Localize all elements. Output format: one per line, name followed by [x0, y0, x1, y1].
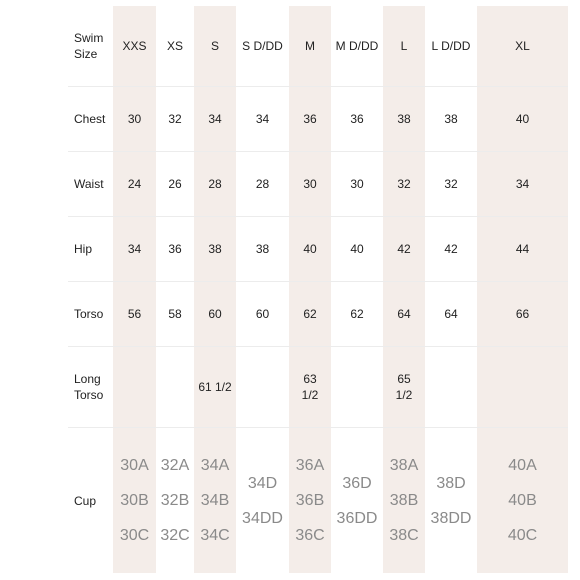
- measurement-cell: 38: [194, 217, 236, 282]
- cup-cell: [331, 428, 383, 574]
- cell-line: 65: [397, 372, 411, 386]
- long-torso-cell: [331, 347, 383, 428]
- cell-line: Swim: [74, 31, 104, 45]
- cup-size-value: 36C: [295, 527, 325, 544]
- size-header-cell: S D/DD: [236, 6, 289, 87]
- cup-cell: [113, 428, 156, 574]
- size-header-cell: L: [383, 6, 425, 87]
- cup-row: [68, 428, 568, 574]
- cup-size-value: 38A: [389, 457, 419, 474]
- long-torso-cell: [156, 347, 194, 428]
- size-chart-table: [68, 6, 568, 573]
- cup-cell: [156, 428, 194, 574]
- row-label: Torso: [68, 282, 113, 347]
- measurement-cell: 36: [156, 217, 194, 282]
- size-header-cell: M: [289, 6, 331, 87]
- measurement-cell: 58: [156, 282, 194, 347]
- measurement-cell: 42: [425, 217, 477, 282]
- cup-size-value: 34DD: [242, 509, 283, 527]
- cell-line: Torso: [74, 388, 104, 402]
- cup-size-value: 36D: [342, 474, 372, 492]
- measurement-cell: 60: [194, 282, 236, 347]
- cup-size-value: 36B: [295, 492, 325, 509]
- cup-size-value: 30A: [120, 457, 149, 474]
- cup-size-value: 34C: [200, 527, 230, 544]
- cell-line: 61 1/2: [198, 380, 232, 394]
- measurement-row: [68, 282, 568, 347]
- cup-cell: [425, 428, 477, 574]
- long-torso-cell: [425, 347, 477, 428]
- measurement-cell: 44: [477, 217, 568, 282]
- long-torso-cell: [236, 347, 289, 428]
- measurement-cell: 60: [236, 282, 289, 347]
- cup-size-value: 40A: [508, 457, 537, 474]
- row-label: Chest: [68, 87, 113, 152]
- measurement-cell: 26: [156, 152, 194, 217]
- measurement-cell: 40: [477, 87, 568, 152]
- measurement-cell: 42: [383, 217, 425, 282]
- measurement-cell: 28: [194, 152, 236, 217]
- measurement-cell: 38: [425, 87, 477, 152]
- size-header-cell: M D/DD: [331, 6, 383, 87]
- long-torso-cell: [194, 347, 236, 428]
- long-torso-cell: [383, 347, 425, 428]
- measurement-cell: 38: [383, 87, 425, 152]
- row-label: Hip: [68, 217, 113, 282]
- size-header-cell: XXS: [113, 6, 156, 87]
- measurement-row: [68, 217, 568, 282]
- measurement-cell: 64: [425, 282, 477, 347]
- measurement-cell: 62: [289, 282, 331, 347]
- measurement-cell: 56: [113, 282, 156, 347]
- measurement-cell: 34: [113, 217, 156, 282]
- size-chart-body: [68, 6, 568, 573]
- cell-line: Size: [74, 47, 98, 61]
- cup-size-value: 40C: [507, 527, 538, 544]
- cell-line: 1/2: [301, 388, 319, 402]
- measurement-cell: 30: [113, 87, 156, 152]
- long-torso-cell: [113, 347, 156, 428]
- measurement-cell: 64: [383, 282, 425, 347]
- measurement-cell: 38: [236, 217, 289, 282]
- measurement-cell: 36: [289, 87, 331, 152]
- measurement-cell: 66: [477, 282, 568, 347]
- measurement-cell: 40: [331, 217, 383, 282]
- cup-size-value: 30B: [120, 492, 149, 509]
- long-torso-cell: [477, 347, 568, 428]
- cup-size-value: 40B: [508, 492, 537, 509]
- long-torso-row: [68, 347, 568, 428]
- measurement-cell: 32: [156, 87, 194, 152]
- measurement-cell: 36: [331, 87, 383, 152]
- measurement-cell: 24: [113, 152, 156, 217]
- measurement-row: [68, 87, 568, 152]
- cup-size-value: 32A: [160, 457, 190, 474]
- row-label: [68, 347, 113, 428]
- cup-size-value: 38D: [436, 474, 466, 492]
- cup-size-value: 34B: [200, 492, 230, 509]
- cup-size-value: 38C: [389, 527, 419, 544]
- cell-line: 1/2: [395, 388, 413, 402]
- measurement-cell: 30: [331, 152, 383, 217]
- cup-size-value: 38DD: [430, 509, 472, 527]
- measurement-cell: 62: [331, 282, 383, 347]
- cup-size-value: 32B: [160, 492, 190, 509]
- cell-line: 63: [303, 372, 317, 386]
- long-torso-cell: [289, 347, 331, 428]
- measurement-cell: 32: [383, 152, 425, 217]
- cup-cell: [477, 428, 568, 574]
- cup-size-value: 34D: [247, 474, 278, 492]
- measurement-cell: 28: [236, 152, 289, 217]
- measurement-cell: 34: [236, 87, 289, 152]
- cup-size-value: 34A: [200, 457, 230, 474]
- size-header-cell: XL: [477, 6, 568, 87]
- cup-size-value: 36DD: [336, 509, 378, 527]
- row-label: Waist: [68, 152, 113, 217]
- size-header-cell: L D/DD: [425, 6, 477, 87]
- size-header-cell: S: [194, 6, 236, 87]
- cup-cell: [194, 428, 236, 574]
- measurement-row: [68, 152, 568, 217]
- cup-cell: [236, 428, 289, 574]
- cup-size-value: 36A: [295, 457, 325, 474]
- cup-cell: [289, 428, 331, 574]
- header-row: [68, 6, 568, 87]
- measurement-cell: 34: [477, 152, 568, 217]
- cup-size-value: 32C: [160, 527, 190, 544]
- header-label: [68, 6, 113, 87]
- size-chart: [68, 6, 538, 576]
- row-label: Cup: [74, 493, 97, 508]
- cup-size-value: 38B: [389, 492, 419, 509]
- cup-cell: [383, 428, 425, 574]
- measurement-cell: 30: [289, 152, 331, 217]
- measurement-cell: 32: [425, 152, 477, 217]
- measurement-cell: 40: [289, 217, 331, 282]
- cup-size-value: 30C: [119, 527, 150, 544]
- measurement-cell: 34: [194, 87, 236, 152]
- cell-line: Long: [74, 372, 101, 386]
- size-header-cell: XS: [156, 6, 194, 87]
